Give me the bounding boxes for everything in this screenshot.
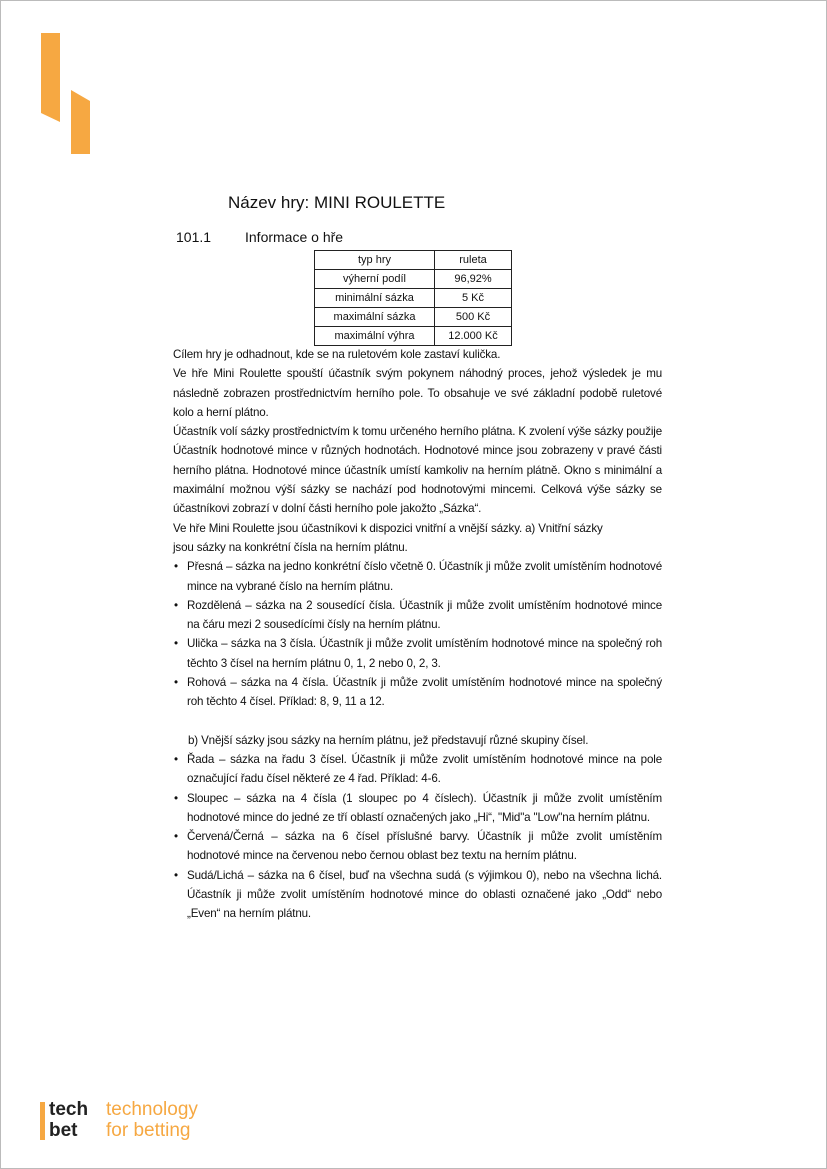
- list-item: • Rozdělená – sázka na 2 sousedící čísla. Účastník ji může zvolit umístěním hodnotové mince na čáru mezi 2 sousedícími čísly na herním plátnu.: [173, 596, 662, 635]
- list-item: • Přesná – sázka na jedno konkrétní číslo včetně 0. Účastník ji může zvolit umístěním hodnotové mince na vybrané číslo na herním plátnu.: [173, 557, 662, 596]
- document-body: [173, 345, 662, 924]
- table-row: [315, 270, 512, 289]
- outer-bets-intro: b) Vnější sázky jsou sázky na herním plátnu, jež představují různé skupiny čísel.: [188, 733, 589, 747]
- cell: 5 Kč: [435, 289, 512, 308]
- cell: typ hry: [315, 251, 435, 270]
- logo-tagline: for betting: [106, 1120, 191, 1141]
- list-item: • Řada – sázka na řadu 3 čísel. Účastník ji může zvolit umístěním hodnotové mince na pole označující řadu čísel některé ze 4 řad. Příklad: 4-6.: [173, 750, 662, 789]
- logo-word: tech: [49, 1099, 89, 1120]
- list-item: • Sudá/Lichá – sázka na 6 čísel, buď na všechna sudá (s výjimkou 0), nebo na všechna lichá. Účastník ji může zvolit umístěním hodnotové mince do oblasti označené jako „Odd“ nebo „Even“ na herním plátnu.: [173, 866, 662, 924]
- section-heading: [176, 229, 344, 245]
- outer-bets-list: [173, 750, 662, 924]
- brand-logo-mark: [40, 33, 92, 155]
- paragraph: Ve hře Mini Roulette jsou účastníkovi k dispozici vnitřní a vnější sázky. a) Vnitřní sázky jsou sázky na konkrétní čísla na herním plátnu.: [173, 521, 603, 554]
- list-item: • Sloupec – sázka na 4 čísla (1 sloupec po 4 číslech). Účastník ji může zvolit umístěním hodnotové mince do jedné ze tří oblastí označených jako „Hi“, "Mid"a "Low"na herním plátnu.: [173, 789, 662, 828]
- list-item: • Ulička – sázka na 3 čísla. Účastník ji může zvolit umístěním hodnotové mince na společný roh těchto 3 čísel na herním plátnu 0, 1, 2 nebo 0, 2, 3.: [173, 634, 662, 673]
- cell: 96,92%: [435, 270, 512, 289]
- logo-tagline: technology: [106, 1099, 198, 1120]
- table-row: [315, 289, 512, 308]
- cell: maximální sázka: [315, 308, 435, 327]
- game-info-table: [314, 250, 512, 346]
- section-number: 101.1: [176, 229, 212, 245]
- table-row: [315, 327, 512, 346]
- inner-bets-list: [173, 557, 662, 711]
- page-title: Název hry: MINI ROULETTE: [228, 193, 446, 212]
- cell: 12.000 Kč: [435, 327, 512, 346]
- cell: ruleta: [435, 251, 512, 270]
- paragraph: Ve hře Mini Roulette spouští účastník svým pokynem náhodný proces, jehož výsledek je mu následně zobrazen prostřednictvím herního pole. To obsahuje ve své základní podobě ruletové kolo a herní plátno.: [173, 367, 662, 419]
- table-row: [315, 308, 512, 327]
- list-item: • Červená/Černá – sázka na 6 čísel příslušné barvy. Účastník ji může zvolit umístěním hodnotové mince na červenou nebo černou oblast bez textu na herním plátnu.: [173, 827, 662, 866]
- cell: výherní podíl: [315, 270, 435, 289]
- cell: minimální sázka: [315, 289, 435, 308]
- paragraph: Cílem hry je odhadnout, kde se na ruletovém kole zastaví kulička.: [173, 348, 501, 361]
- table-row: [315, 251, 512, 270]
- paragraph: Účastník volí sázky prostřednictvím k tomu určeného herního plátna. K zvolení výše sázky použije Účastník hodnotové mince v různých hodnotách. Hodnotové mince jsou zobrazeny v pravé části herního plátna. Hodnotové mince účastník umístí kamkoliv na herním plátně. Okno s minimální a maximální možnou výší sázky se nachází pod hodnotovými mincemi. Celková výše sázky se účastníkovi zobrazí v dolní části herního pole jakožto „Sázka“.: [173, 425, 662, 516]
- cell: maximální výhra: [315, 327, 435, 346]
- logo-word: bet: [49, 1120, 78, 1141]
- list-item: • Rohová – sázka na 4 čísla. Účastník ji může zvolit umístěním hodnotové mince na společný roh těchto 4 čísel. Příklad: 8, 9, 11 a 12.: [173, 673, 662, 712]
- cell: 500 Kč: [435, 308, 512, 327]
- logo-bar-icon: [40, 1102, 45, 1140]
- section-title: Informace o hře: [245, 229, 344, 245]
